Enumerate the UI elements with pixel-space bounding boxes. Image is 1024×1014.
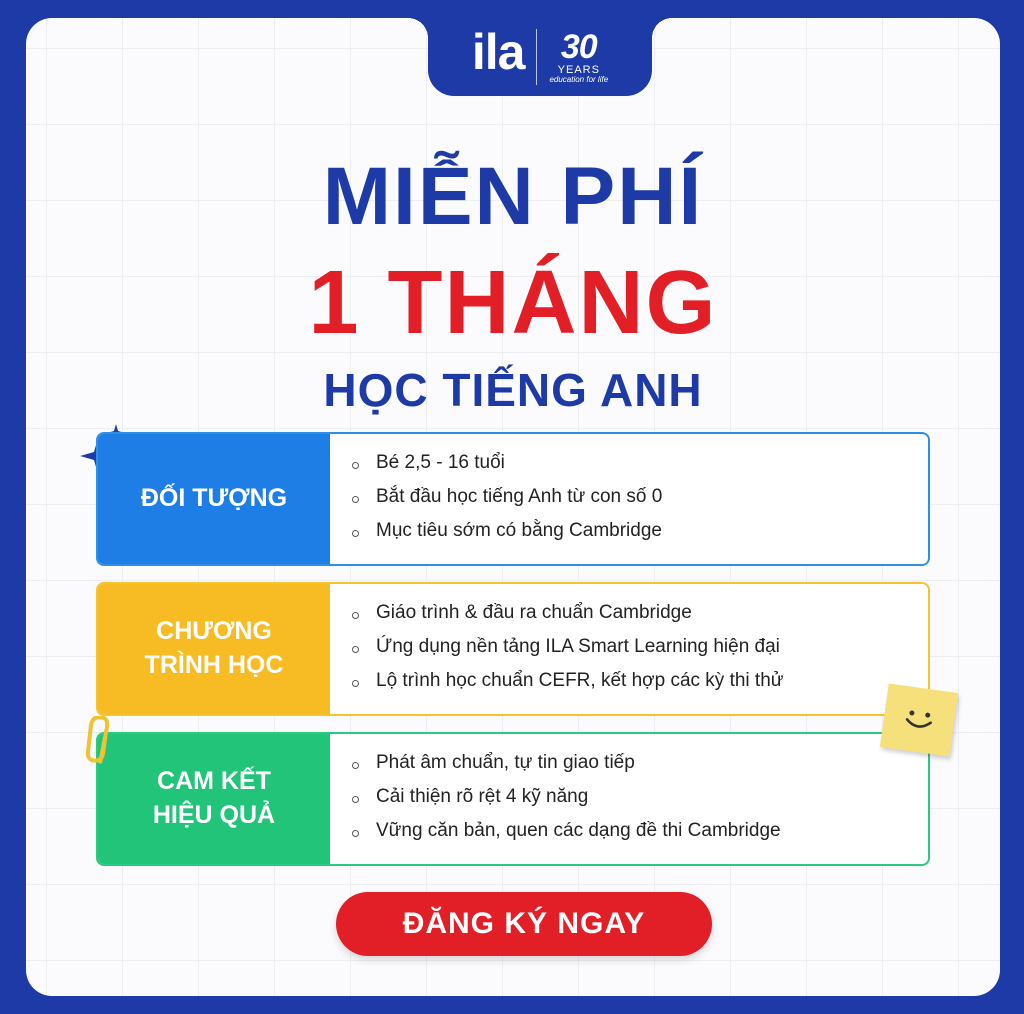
section-curriculum bbox=[96, 582, 930, 716]
smiley-icon bbox=[900, 706, 939, 735]
logo-divider bbox=[536, 29, 537, 85]
logo-brand: ila bbox=[471, 24, 525, 80]
section-label-line: HIỆU QUẢ bbox=[152, 801, 276, 829]
logo-anniversary bbox=[549, 30, 608, 84]
section-label-line: CAM KẾT bbox=[157, 767, 271, 796]
list-item: Lộ trình học chuẩn CEFR, kết hợp các kỳ thi thử bbox=[376, 670, 783, 704]
headline-learn-english: HỌC TIẾNG ANH bbox=[323, 364, 703, 416]
list-item: Ứng dụng nền tảng ILA Smart Learning hiện đại bbox=[376, 636, 783, 670]
logo-number: 30 bbox=[560, 28, 597, 66]
section-list bbox=[330, 734, 781, 864]
section-label-line: TRÌNH HỌC bbox=[144, 651, 284, 679]
paperclip-icon bbox=[82, 716, 122, 770]
sticky-note-smiley-icon bbox=[880, 683, 958, 756]
register-now-button[interactable]: ĐĂNG KÝ NGAY bbox=[336, 892, 712, 956]
logo bbox=[428, 18, 652, 96]
section-list bbox=[330, 434, 662, 564]
list-item: Bé 2,5 - 16 tuổi bbox=[376, 452, 662, 486]
logo-tagline: education for life bbox=[549, 75, 609, 84]
section-list bbox=[330, 584, 783, 714]
section-target-audience bbox=[96, 432, 930, 566]
section-label bbox=[98, 584, 330, 714]
list-item: Mục tiêu sớm có bằng Cambridge bbox=[376, 520, 662, 554]
list-item: Cải thiện rõ rệt 4 kỹ năng bbox=[376, 786, 781, 820]
list-item: Phát âm chuẩn, tự tin giao tiếp bbox=[376, 752, 781, 786]
poster-card bbox=[26, 18, 1000, 996]
list-item: Bắt đầu học tiếng Anh từ con số 0 bbox=[376, 486, 662, 520]
section-label bbox=[98, 734, 330, 864]
section-commitment bbox=[96, 732, 930, 866]
headline-one-month: 1 THÁNG bbox=[308, 253, 718, 353]
headline-free: MIỄN PHÍ bbox=[322, 151, 704, 242]
list-item: Vững căn bản, quen các dạng đề thi Cambridge bbox=[376, 820, 781, 854]
section-label-line: CHƯƠNG bbox=[156, 617, 272, 646]
list-item: Giáo trình & đầu ra chuẩn Cambridge bbox=[376, 602, 783, 636]
logo-years-text: YEARS bbox=[557, 64, 600, 76]
section-label: ĐỐI TƯỢNG bbox=[98, 434, 330, 564]
